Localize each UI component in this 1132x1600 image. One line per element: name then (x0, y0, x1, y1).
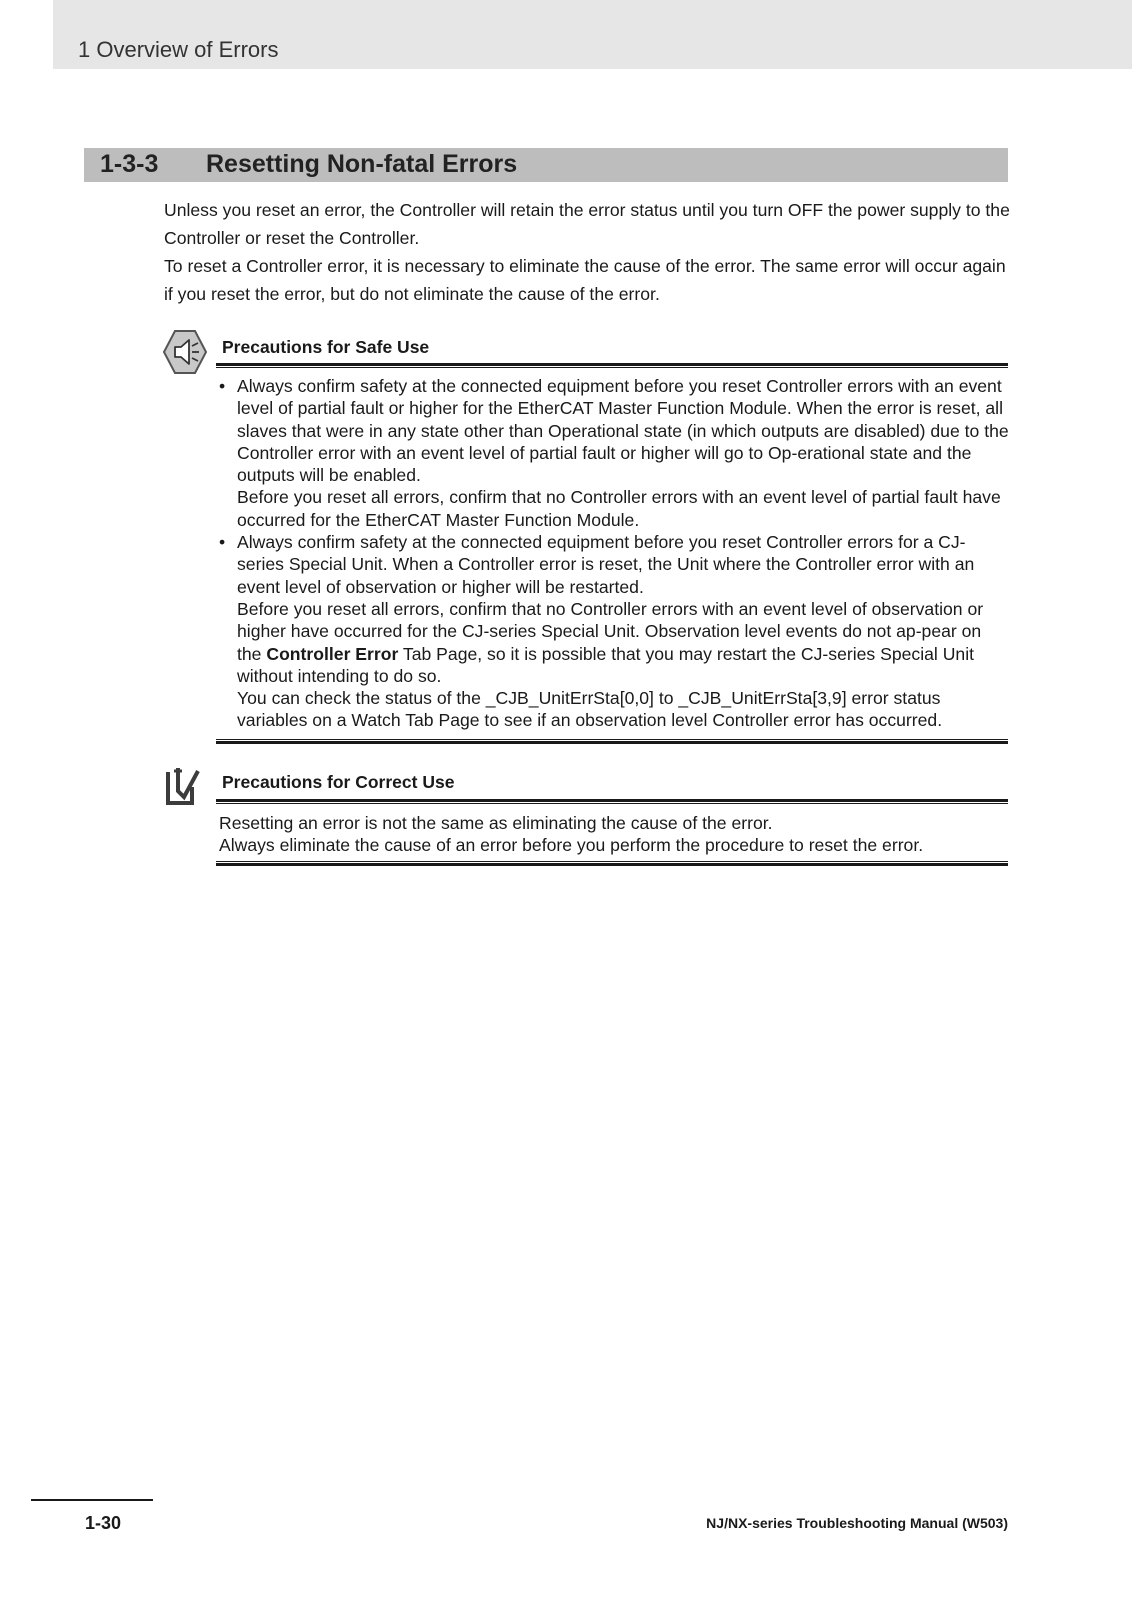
safe-item-2-text-2-after: Tab Page, so it is possible that you may restart the CJ-series Special Unit without intending to do so. (237, 643, 974, 686)
safe-item-2-text-2-before: Before you reset all errors, confirm that no Controller errors with an event level of observation or higher have occurred for the CJ-series Special Unit. Observation level events do not ap-pear on the (237, 598, 984, 664)
safe-item-1-text-1: Always confirm safety at the connected equipment before you reset Controller errors with an event level of partial fault or higher for the EtherCAT Master Function Module. When the error is reset, all slaves that were in any state other than Operational state (in which outputs are disabled) due to the Controller error with an event level of partial fault or higher will go to Op-erational state and the outputs will be enabled. (237, 376, 1009, 486)
safe-use-content (218, 375, 1010, 732)
correct-use-heading: Precautions for Correct Use (222, 772, 455, 792)
safe-use-heading: Precautions for Safe Use (222, 337, 430, 357)
correct-use-bottom-rule-thin (216, 861, 1008, 862)
bullet: • (219, 376, 226, 396)
pencil-check-icon (162, 765, 202, 807)
speaker-warning-icon (162, 329, 208, 375)
safe-use-top-rule-thin (216, 367, 1008, 368)
safe-use-top-rule (216, 363, 1008, 366)
safe-item-2-text-2 (237, 598, 1010, 687)
intro-text (164, 196, 1014, 308)
safe-use-bottom-rule-thin (216, 739, 1008, 740)
footer-rule (31, 1499, 153, 1501)
safe-item-2-text-3: You can check the status of the _CJB_UnitErrSta[0,0] to _CJB_UnitErrSta[3,9] error status variables on a Watch Tab Page to see if an observation level Controller error has occurred. (237, 688, 943, 731)
safe-use-list (218, 375, 1010, 732)
manual-title: NJ/NX-series Troubleshooting Manual (W503) (706, 1515, 1008, 1531)
page-number: 1-30 (85, 1513, 122, 1533)
list-item (218, 531, 1010, 732)
correct-use-bottom-rule (216, 863, 1008, 866)
correct-use-line-1: Resetting an error is not the same as eliminating the cause of the error. (219, 813, 773, 833)
chapter-title: 1 Overview of Errors (78, 37, 279, 62)
list-item (218, 375, 1010, 531)
section-heading (84, 148, 1008, 182)
safe-item-2-text-1: Always confirm safety at the connected equipment before you reset Controller errors for a CJ-series Special Unit. When a Controller error is reset, the Unit where the Controller error with an event level of observation or higher will be restarted. (237, 532, 975, 597)
intro-paragraph-1: Unless you reset an error, the Controller will retain the error status until you turn OFF the power supply to the Controller or reset the Controller. (164, 200, 1010, 248)
bullet: • (219, 532, 226, 553)
correct-use-line-2: Always eliminate the cause of an error before you perform the procedure to reset the error. (219, 835, 924, 856)
safe-item-1-text-2: Before you reset all errors, confirm that no Controller errors with an event level of partial fault have occurred for the EtherCAT Master Function Module. (237, 487, 1001, 530)
intro-paragraph-2: To reset a Controller error, it is necessary to eliminate the cause of the error. The same error will occur again if you reset the error, but do not eliminate the cause of the error. (164, 256, 1006, 304)
controller-error-tab-name: Controller Error (266, 643, 399, 664)
correct-use-content (219, 812, 1011, 857)
correct-use-top-rule (216, 799, 1008, 802)
section-number: 1-3-3 (100, 150, 159, 178)
correct-use-top-rule-thin (216, 803, 1008, 804)
running-header (53, 0, 1132, 69)
safe-use-bottom-rule (216, 741, 1008, 744)
section-title: Resetting Non-fatal Errors (206, 150, 518, 178)
